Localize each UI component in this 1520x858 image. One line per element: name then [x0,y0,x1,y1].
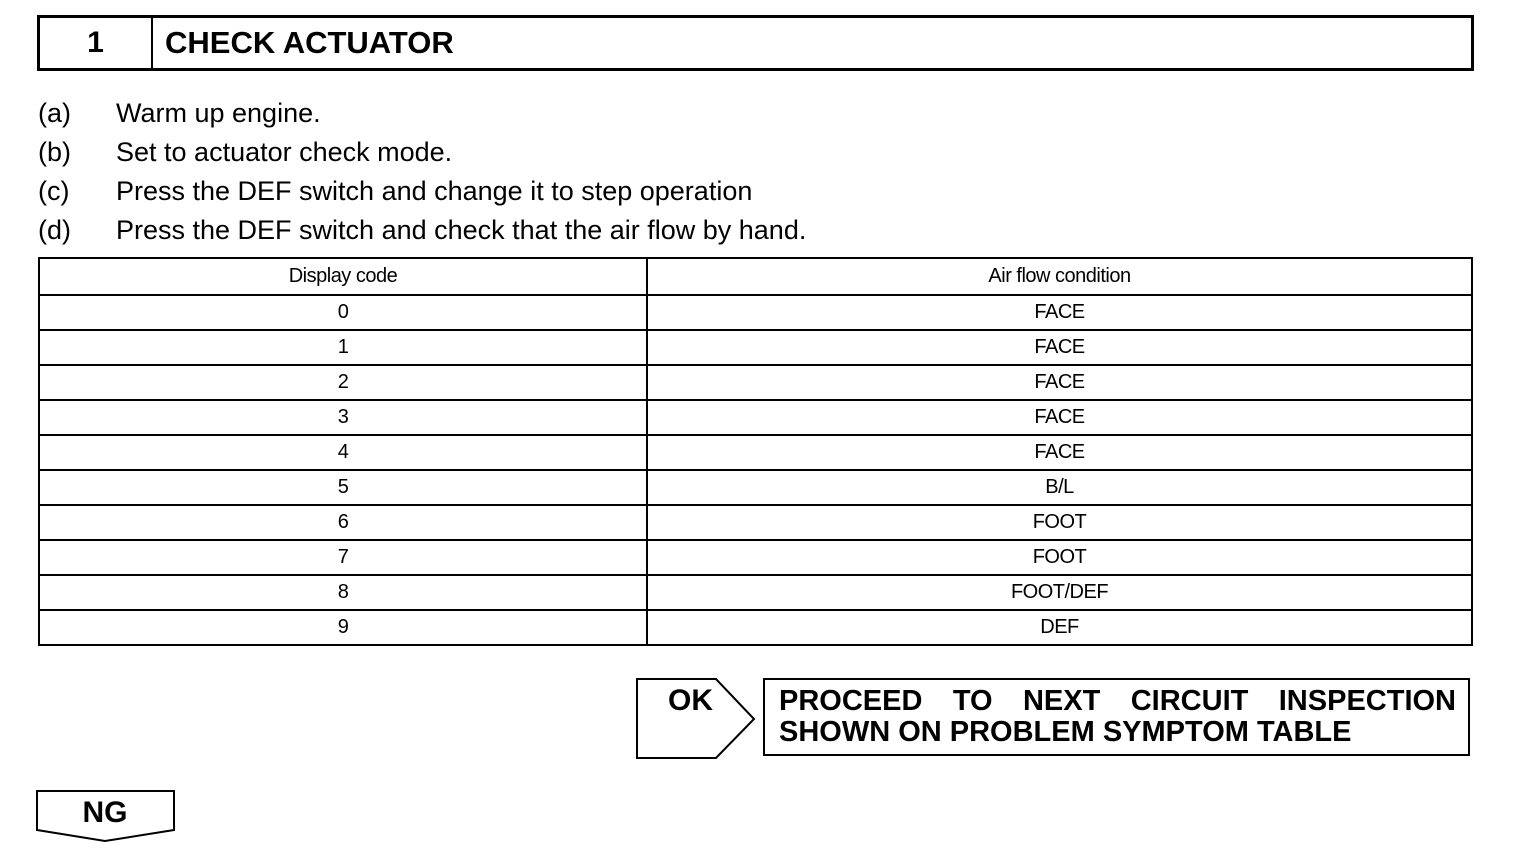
ok-arrow [636,678,756,760]
air-flow-cell: FOOT [647,505,1472,540]
table-row [39,470,1472,505]
air-flow-cell: FACE [647,295,1472,330]
instruction-list [38,94,806,250]
air-flow-cell: FOOT/DEF [647,575,1472,610]
instruction-label: (c) [38,176,70,206]
display-code-cell: 7 [39,540,647,575]
air-flow-cell: FOOT [647,540,1472,575]
display-code-cell: 1 [39,330,647,365]
ng-label: NG [82,796,128,829]
ok-result-box [763,678,1470,756]
display-code-cell: 2 [39,365,647,400]
table-row [39,330,1472,365]
air-flow-cell: FACE [647,330,1472,365]
table-header-row [39,258,1472,295]
air-flow-cell: DEF [647,610,1472,645]
table-row [39,610,1472,645]
ng-arrow [36,790,176,842]
air-flow-cell: FACE [647,400,1472,435]
display-code-cell: 3 [39,400,647,435]
step-header [37,15,1474,71]
table-row [39,365,1472,400]
table-row [39,540,1472,575]
instruction-item [38,94,806,133]
instruction-item [38,172,806,211]
instruction-label: (b) [38,137,71,167]
instruction-text: Press the DEF switch and change it to step operation [116,176,753,206]
instruction-text: Press the DEF switch and check that the air flow by hand. [116,215,807,245]
instruction-label: (a) [38,98,71,128]
step-number: 1 [40,18,153,68]
display-code-cell: 8 [39,575,647,610]
instruction-label: (d) [38,215,71,245]
instruction-text: Set to actuator check mode. [116,137,453,167]
column-header-display-code: Display code [39,258,647,295]
table-row [39,400,1472,435]
air-flow-cell: FACE [647,365,1472,400]
air-flow-cell: FACE [647,435,1472,470]
ok-result-line-1: PROCEED TO NEXT CIRCUIT INSPECTION [779,685,1456,717]
ok-label: OK [668,684,713,717]
ok-result-line-2: SHOWN ON PROBLEM SYMPTOM TABLE [779,716,1352,748]
step-title: CHECK ACTUATOR [165,25,454,60]
instruction-item [38,211,806,250]
display-code-cell: 5 [39,470,647,505]
display-code-cell: 4 [39,435,647,470]
instruction-text: Warm up engine. [116,98,321,128]
air-flow-cell: B/L [647,470,1472,505]
table-row [39,505,1472,540]
display-code-cell: 6 [39,505,647,540]
display-code-cell: 9 [39,610,647,645]
display-code-table [38,257,1473,646]
display-code-cell: 0 [39,295,647,330]
table-row [39,575,1472,610]
instruction-item [38,133,806,172]
table-row [39,295,1472,330]
table-row [39,435,1472,470]
column-header-air-flow: Air flow condition [647,258,1472,295]
